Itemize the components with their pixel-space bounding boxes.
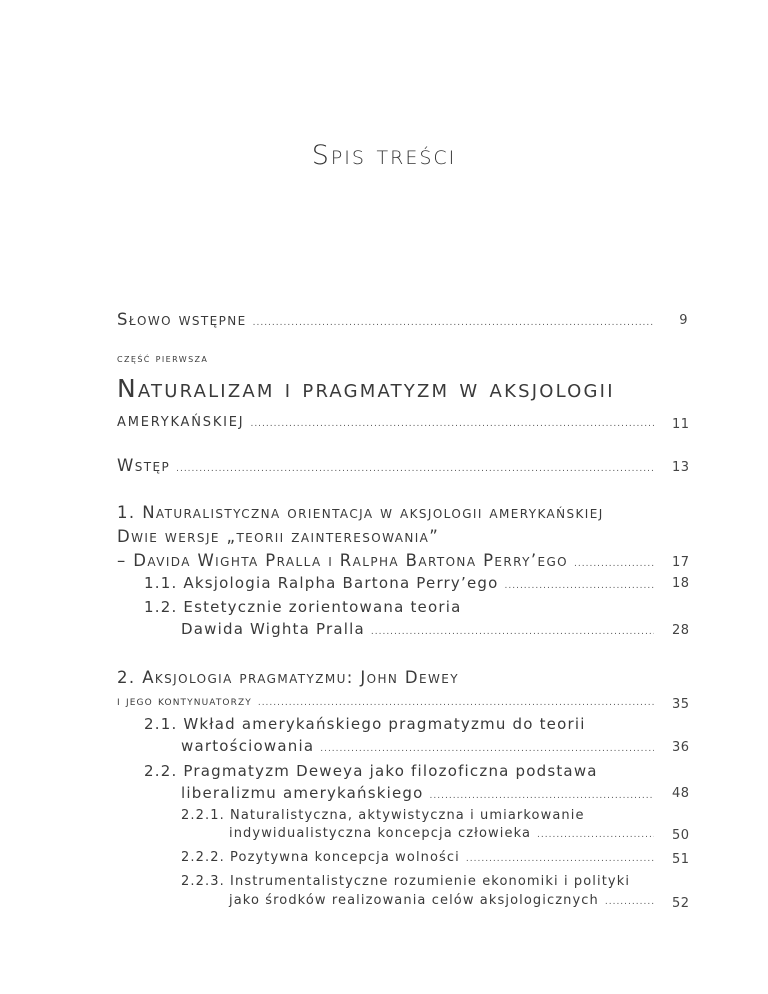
chapter2-title-line2: i jego kontynuatorzy	[117, 694, 252, 709]
chapter1-title-line1: 1. Naturalistyczna orientacja w aksjologii amerykańskiej	[117, 503, 604, 522]
page-number: 18	[672, 576, 690, 591]
section-2-2-1-line1: 2.2.1. Naturalistyczna, aktywistyczna i umiarkowanie	[181, 808, 585, 823]
toc-entry-label: Wstęp	[117, 456, 171, 475]
dot-leader	[320, 744, 654, 754]
section-2-1-line1: 2.1. Wkład amerykańskiego pragmatyzmu do teorii	[144, 715, 586, 733]
section-2-2-3-line2: jako środków realizowania celów aksjologicznych	[229, 893, 599, 908]
dot-leader	[430, 791, 654, 801]
toc-entry-2-1[interactable]	[181, 737, 660, 755]
toc-entry-2-2-1[interactable]	[229, 826, 660, 841]
dot-leader	[253, 318, 654, 328]
toc-entry-2-2-2[interactable]	[181, 850, 660, 865]
page-number: 36	[672, 740, 690, 755]
toc-entry-2-2[interactable]	[181, 784, 660, 802]
part-title-line2: amerykańskiej	[117, 410, 245, 431]
page-number: 52	[672, 896, 690, 911]
section-2-2-line1: 2.2. Pragmatyzm Deweya jako filozoficzna podstawa	[144, 762, 598, 780]
toc-entry-chapter1[interactable]	[117, 551, 660, 570]
toc-entry-1-2[interactable]	[181, 620, 660, 638]
toc-entry-chapter2[interactable]	[117, 694, 660, 709]
toc-entry-1-1[interactable]	[144, 574, 660, 592]
page-number: 11	[672, 417, 690, 432]
page-number: 51	[672, 852, 690, 867]
chapter2-title-line1: 2. Aksjologia pragmatyzmu: John Dewey	[117, 668, 459, 687]
toc-entry-2-2-3[interactable]	[229, 893, 660, 908]
part-label: część pierwsza	[117, 352, 209, 365]
page-title: Spis treści	[311, 140, 457, 171]
page-number: 48	[672, 786, 690, 801]
page-number: 50	[672, 828, 690, 843]
dot-leader	[505, 581, 655, 591]
toc-entry-label: 2.2.2. Pozytywna koncepcja wolności	[181, 850, 460, 865]
part-title-line1: Naturalizam i pragmatyzm w aksjologii	[117, 374, 615, 403]
dot-leader	[258, 698, 654, 708]
page-number: 28	[672, 623, 690, 638]
chapter1-title-line2: Dwie wersje „teorii zainteresowania”	[117, 527, 440, 546]
toc-entry-wstep[interactable]	[117, 456, 660, 475]
section-2-1-line2: wartościowania	[181, 737, 315, 755]
dot-leader	[574, 559, 654, 569]
section-2-2-1-line2: indywidualistyczna koncepcja człowieka	[229, 826, 532, 841]
dot-leader	[176, 464, 654, 474]
toc-entry-part1[interactable]	[117, 410, 660, 431]
chapter1-title-line3: – Davida Wighta Pralla i Ralpha Bartona Perry’ego	[117, 551, 569, 570]
dot-leader	[466, 854, 654, 864]
page-number: 17	[672, 555, 690, 570]
dot-leader	[605, 897, 654, 907]
section-2-2-3-line1: 2.2.3. Instrumentalistyczne rozumienie ekonomiki i polityki	[181, 874, 631, 889]
page-number: 35	[672, 697, 690, 712]
section-2-2-line2: liberalizmu amerykańskiego	[181, 784, 424, 802]
toc-entry-label: Słowo wstępne	[117, 310, 247, 329]
section-1-2-line2: Dawida Wighta Pralla	[181, 620, 365, 638]
toc-entry-slowo[interactable]	[117, 310, 660, 329]
dot-leader	[371, 627, 654, 637]
page-number: 13	[672, 460, 690, 475]
dot-leader	[537, 830, 654, 840]
section-1-2-line1: 1.2. Estetycznie zorientowana teoria	[144, 598, 462, 616]
dot-leader	[250, 419, 654, 429]
toc-entry-label: 1.1. Aksjologia Ralpha Bartona Perry’ego	[144, 574, 499, 592]
page-number: 9	[679, 313, 688, 328]
